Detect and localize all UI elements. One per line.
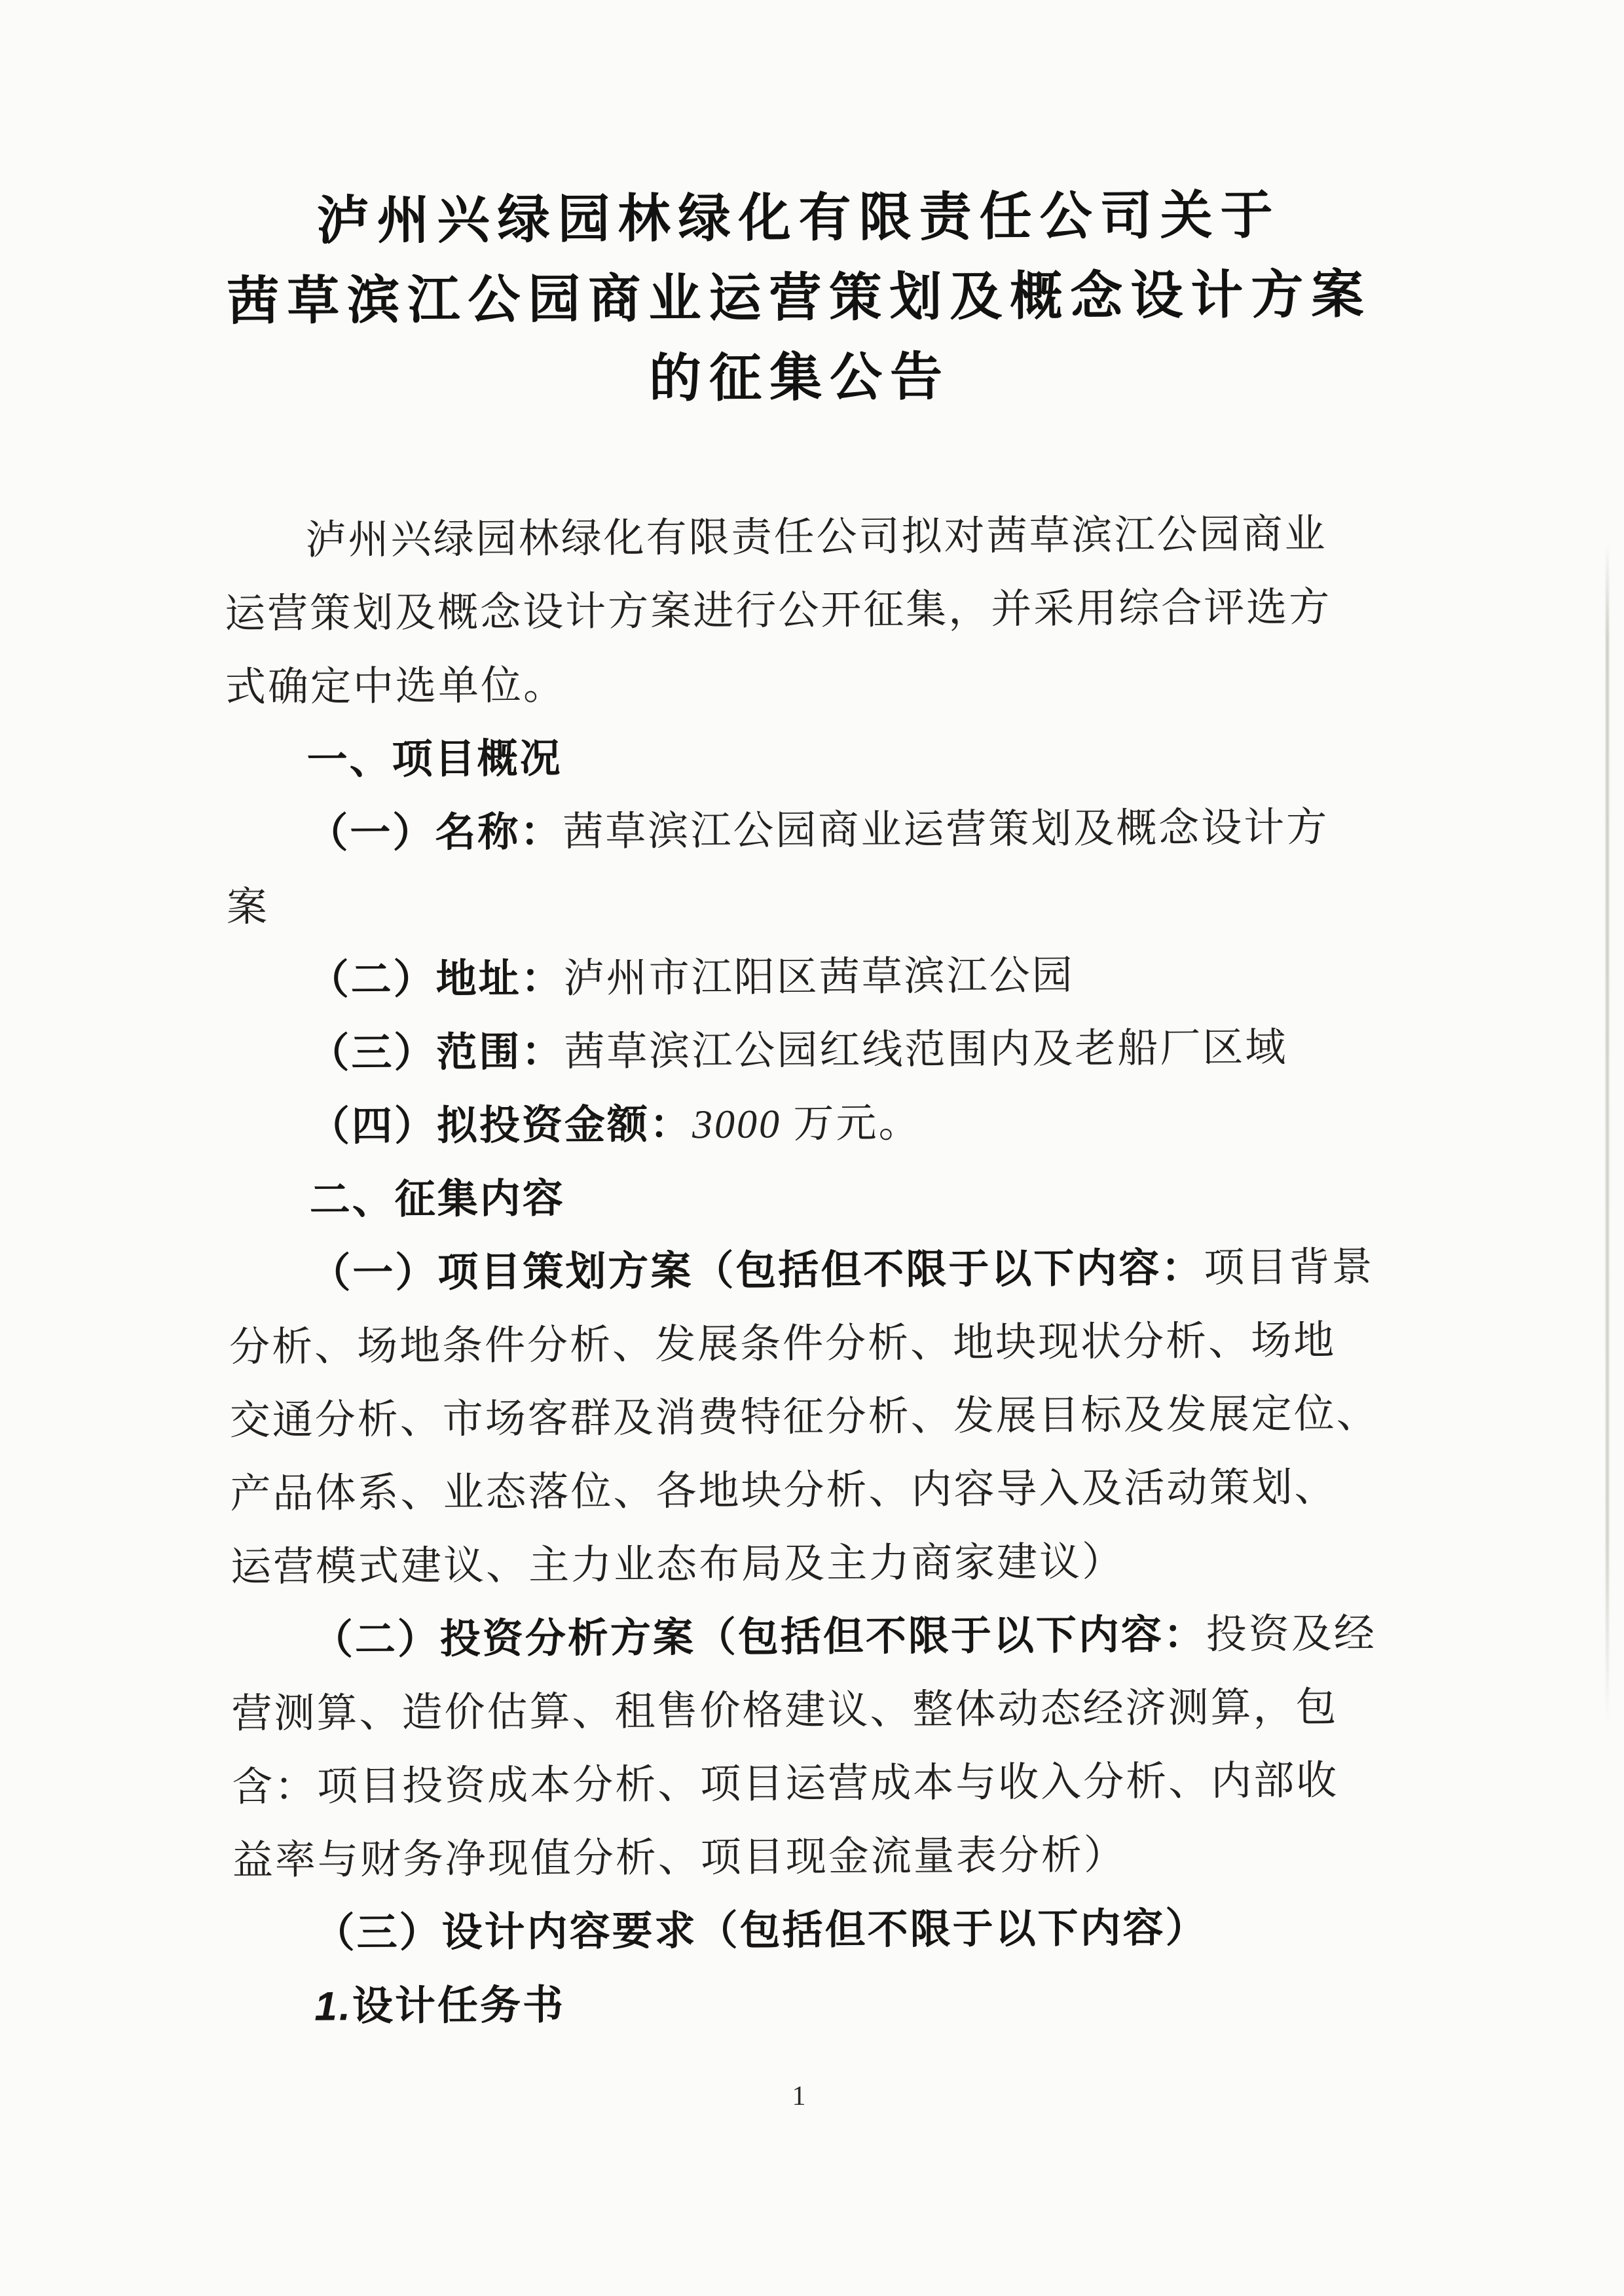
page-number: 1 — [792, 2081, 806, 2111]
paragraph-item-3-scope: （三）范围：茜草滨江公园红线范围内及老船厂区域 — [308, 1025, 1288, 1076]
document-title — [222, 175, 1376, 422]
paragraph-investment-analysis: （二）投资分析方案（包括但不限于以下内容：投资及经 营测算、造价估算、租售价格建议、整体动态经济测算，包 含：项目投资成本分析、项目运营成本与收入分析、内部收 益率与财务净现值分析、项目现金流量表分析） — [231, 1611, 1377, 1884]
heading-section-2: 二、征集内容 — [309, 1176, 565, 1223]
title-line-1: 泸州兴绿园林绿化有限责任公司关于 — [316, 185, 1281, 250]
paragraph-intro: 泸州兴绿园林绿化有限责任公司拟对茜草滨江公园商业 运营策划及概念设计方案进行公开征集，并采用综合评选方 式确定中选单位。 — [225, 512, 1332, 710]
paragraph-design-task-book: 1.设计任务书 — [314, 1982, 566, 2030]
document-body — [224, 498, 1388, 2045]
title-line-3: 的征集公告 — [648, 347, 951, 408]
title-line-2: 茜草滨江公园商业运营策划及概念设计方案 — [227, 264, 1372, 331]
heading-section-1: 一、项目概况 — [306, 736, 563, 783]
paragraph-item-1-name: （一）名称：茜草滨江公园商业运营策划及概念设计方 案 — [226, 805, 1329, 930]
scanner-edge-artifact — [1606, 543, 1609, 1722]
paragraph-planning-scheme: （一）项目策划方案（包括但不限于以下内容：项目背景 分析、场地条件分析、发展条件分析、地块现状分析、场地 交通分析、市场客群及消费特征分析、发展目标及发展定位、 产品体系、业态落位、各地块分析、内容导入及活动策划、 运营模式建议、主力业态布局及主力商家建议） — [229, 1245, 1379, 1590]
paragraph-design-requirements: （三）设计内容要求（包括但不限于以下内容） — [314, 1905, 1208, 1956]
paragraph-item-2-address: （二）地址：泸州市江阳区茜草滨江公园 — [308, 953, 1075, 1003]
paragraph-item-4-investment: （四）拟投资金额：3000 万元。 — [308, 1101, 921, 1150]
